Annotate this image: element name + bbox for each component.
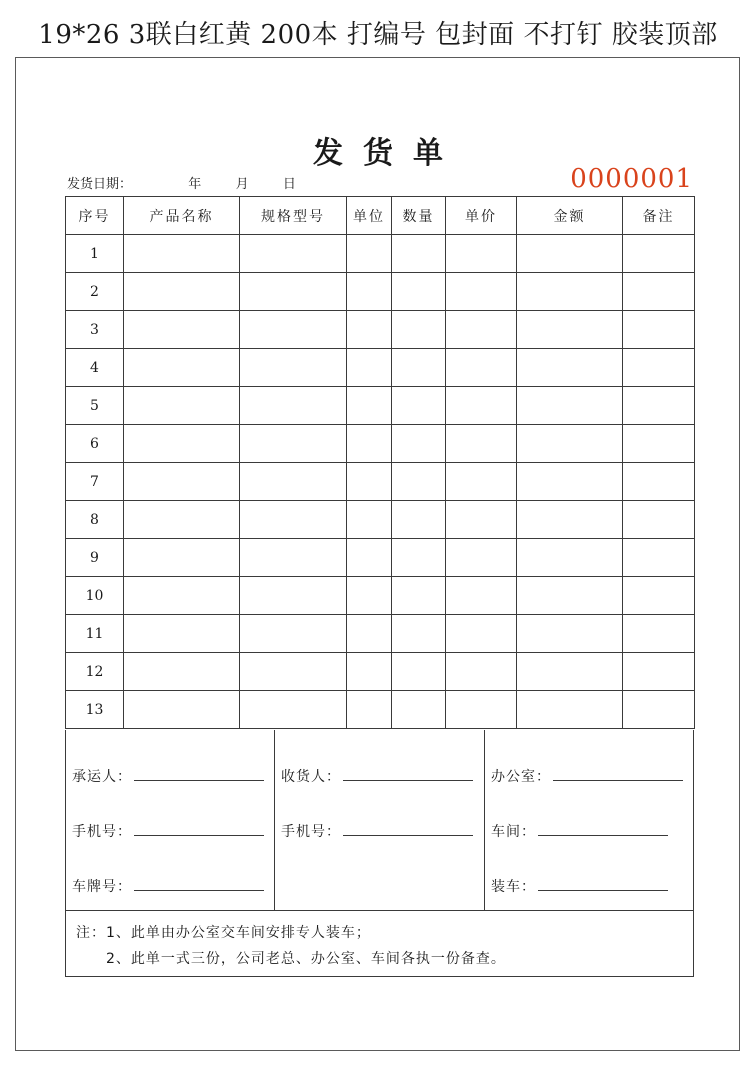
col-header-unit: 单位 — [347, 197, 392, 235]
table-cell[interactable] — [347, 501, 392, 539]
carrier-label: 承运人： — [72, 769, 132, 785]
table-cell[interactable] — [446, 501, 517, 539]
table-cell[interactable] — [517, 349, 623, 387]
table-cell[interactable] — [124, 273, 240, 311]
table-cell[interactable] — [446, 425, 517, 463]
table-cell[interactable] — [392, 577, 446, 615]
row-index: 2 — [66, 273, 124, 311]
ship-date-day: 日 — [282, 177, 296, 192]
table-cell[interactable] — [240, 425, 347, 463]
ship-date-year: 年 — [188, 177, 202, 192]
table-cell[interactable] — [623, 349, 695, 387]
col-header-spec: 规格型号 — [240, 197, 347, 235]
table-cell[interactable] — [347, 387, 392, 425]
row-index: 11 — [66, 615, 124, 653]
row-index: 1 — [66, 235, 124, 273]
ship-date-row — [67, 173, 296, 192]
table-cell[interactable] — [392, 615, 446, 653]
workshop-line — [538, 822, 668, 836]
table-cell[interactable] — [124, 463, 240, 501]
table-row — [66, 501, 695, 539]
row-index: 9 — [66, 539, 124, 577]
table-cell[interactable] — [446, 463, 517, 501]
table-cell[interactable] — [392, 425, 446, 463]
table-cell[interactable] — [240, 653, 347, 691]
row-index: 12 — [66, 653, 124, 691]
table-cell[interactable] — [347, 653, 392, 691]
table-header-row — [66, 197, 695, 235]
loading-label: 装车： — [491, 879, 536, 895]
ship-date-month: 月 — [235, 177, 249, 192]
row-index: 3 — [66, 311, 124, 349]
loading-line — [538, 877, 668, 891]
table-cell[interactable] — [392, 349, 446, 387]
form-title: 发货单 — [313, 136, 463, 171]
table-cell[interactable] — [446, 615, 517, 653]
table-cell[interactable] — [392, 691, 446, 729]
signature-section — [65, 730, 694, 977]
table-cell[interactable] — [124, 311, 240, 349]
table-cell[interactable] — [124, 501, 240, 539]
table-cell[interactable] — [240, 577, 347, 615]
table-cell[interactable] — [240, 311, 347, 349]
table-cell[interactable] — [623, 273, 695, 311]
carrier-line — [134, 767, 264, 781]
workshop-label: 车间： — [491, 824, 536, 840]
office-line — [553, 767, 683, 781]
office-field[interactable] — [491, 766, 683, 786]
carrier-field[interactable] — [72, 766, 264, 786]
table-cell[interactable] — [240, 463, 347, 501]
note-line-2: 2、此单一式三份，公司老总、办公室、车间各执一份备查。 — [106, 951, 506, 967]
receiver-phone-label: 手机号： — [281, 824, 341, 840]
receiver-label: 收货人： — [281, 769, 341, 785]
table-cell[interactable] — [446, 577, 517, 615]
table-row — [66, 463, 695, 501]
col-header-qty: 数量 — [392, 197, 446, 235]
table-cell[interactable] — [347, 349, 392, 387]
row-index: 7 — [66, 463, 124, 501]
table-cell[interactable] — [392, 235, 446, 273]
table-cell[interactable] — [392, 273, 446, 311]
table-cell[interactable] — [240, 273, 347, 311]
table-row — [66, 539, 695, 577]
table-cell[interactable] — [347, 425, 392, 463]
table-cell[interactable] — [240, 349, 347, 387]
row-index: 13 — [66, 691, 124, 729]
table-cell[interactable] — [124, 615, 240, 653]
table-cell[interactable] — [347, 235, 392, 273]
table-cell[interactable] — [124, 691, 240, 729]
table-cell[interactable] — [446, 387, 517, 425]
table-cell[interactable] — [623, 539, 695, 577]
receiver-field[interactable] — [281, 766, 473, 786]
table-cell[interactable] — [517, 273, 623, 311]
table-cell[interactable] — [623, 615, 695, 653]
signature-col-3 — [485, 730, 693, 911]
note-line-1: 注：1、此单由办公室交车间安排专人装车； — [76, 925, 371, 941]
table-cell[interactable] — [124, 577, 240, 615]
table-cell[interactable] — [623, 235, 695, 273]
plate-field[interactable] — [72, 876, 264, 896]
table-row — [66, 235, 695, 273]
table-cell[interactable] — [623, 425, 695, 463]
table-cell[interactable] — [517, 577, 623, 615]
table-cell[interactable] — [124, 235, 240, 273]
table-cell[interactable] — [517, 539, 623, 577]
table-cell[interactable] — [392, 653, 446, 691]
table-cell[interactable] — [240, 501, 347, 539]
col-header-remark: 备注 — [623, 197, 695, 235]
table-cell[interactable] — [446, 653, 517, 691]
table-cell[interactable] — [347, 691, 392, 729]
plate-label: 车牌号： — [72, 879, 132, 895]
table-cell[interactable] — [240, 387, 347, 425]
table-cell[interactable] — [446, 235, 517, 273]
table-cell[interactable] — [347, 539, 392, 577]
col-header-index: 序号 — [66, 197, 124, 235]
table-cell[interactable] — [517, 311, 623, 349]
table-cell[interactable] — [517, 653, 623, 691]
table-cell[interactable] — [623, 691, 695, 729]
goods-table — [65, 196, 695, 729]
table-cell[interactable] — [623, 577, 695, 615]
table-cell[interactable] — [124, 425, 240, 463]
table-cell[interactable] — [347, 463, 392, 501]
carrier-phone-label: 手机号： — [72, 824, 132, 840]
table-cell[interactable] — [446, 539, 517, 577]
table-cell[interactable] — [347, 311, 392, 349]
table-cell[interactable] — [240, 235, 347, 273]
table-cell[interactable] — [124, 349, 240, 387]
table-cell[interactable] — [517, 691, 623, 729]
table-row — [66, 349, 695, 387]
row-index: 6 — [66, 425, 124, 463]
table-row — [66, 653, 695, 691]
table-cell[interactable] — [623, 653, 695, 691]
table-row — [66, 425, 695, 463]
notes-block — [76, 920, 506, 972]
col-header-amount: 金额 — [517, 197, 623, 235]
receiver-phone-line — [343, 822, 473, 836]
table-row — [66, 387, 695, 425]
office-label: 办公室： — [491, 769, 551, 785]
row-index: 8 — [66, 501, 124, 539]
table-row — [66, 691, 695, 729]
table-cell[interactable] — [392, 463, 446, 501]
table-cell[interactable] — [446, 349, 517, 387]
table-row — [66, 615, 695, 653]
table-cell[interactable] — [517, 615, 623, 653]
signature-col-1 — [66, 730, 275, 911]
col-header-price: 单价 — [446, 197, 517, 235]
table-cell[interactable] — [517, 387, 623, 425]
row-index: 4 — [66, 349, 124, 387]
serial-number: 0000001 — [570, 164, 693, 194]
table-cell[interactable] — [347, 615, 392, 653]
table-cell[interactable] — [240, 615, 347, 653]
col-header-product: 产品名称 — [124, 197, 240, 235]
table-cell[interactable] — [623, 311, 695, 349]
table-cell[interactable] — [392, 501, 446, 539]
receiver-phone-field[interactable] — [281, 821, 473, 841]
table-cell[interactable] — [240, 539, 347, 577]
table-row — [66, 311, 695, 349]
table-cell[interactable] — [392, 311, 446, 349]
carrier-phone-field[interactable] — [72, 821, 264, 841]
table-cell[interactable] — [124, 539, 240, 577]
table-cell[interactable] — [240, 691, 347, 729]
table-cell[interactable] — [623, 387, 695, 425]
ship-date-label: 发货日期： — [67, 177, 133, 192]
plate-line — [134, 877, 264, 891]
table-cell[interactable] — [392, 539, 446, 577]
table-row — [66, 273, 695, 311]
workshop-field[interactable] — [491, 821, 668, 841]
print-spec-line: 19*26 3联白红黄 200本 打编号 包封面 不打钉 胶装顶部 — [38, 20, 718, 50]
table-cell[interactable] — [392, 387, 446, 425]
table-cell[interactable] — [517, 425, 623, 463]
table-row — [66, 577, 695, 615]
loading-field[interactable] — [491, 876, 668, 896]
table-cell[interactable] — [623, 501, 695, 539]
table-cell[interactable] — [446, 273, 517, 311]
row-index: 10 — [66, 577, 124, 615]
carrier-phone-line — [134, 822, 264, 836]
table-cell[interactable] — [347, 273, 392, 311]
table-cell[interactable] — [623, 463, 695, 501]
table-cell[interactable] — [347, 577, 392, 615]
table-cell[interactable] — [446, 311, 517, 349]
row-index: 5 — [66, 387, 124, 425]
table-cell[interactable] — [124, 387, 240, 425]
signature-col-2 — [275, 730, 485, 911]
receiver-line — [343, 767, 473, 781]
table-cell[interactable] — [517, 235, 623, 273]
table-cell[interactable] — [517, 501, 623, 539]
table-cell[interactable] — [124, 653, 240, 691]
table-cell[interactable] — [517, 463, 623, 501]
table-cell[interactable] — [446, 691, 517, 729]
